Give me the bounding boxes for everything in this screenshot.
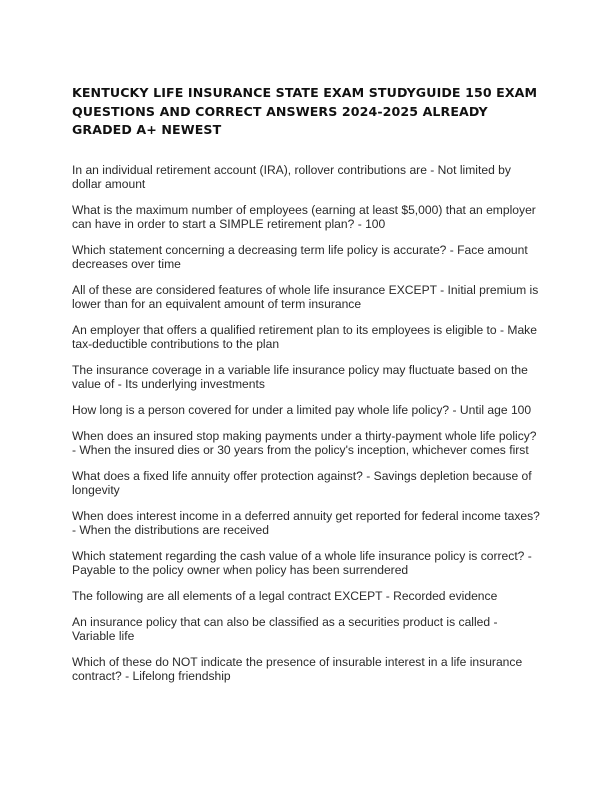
- qa-item-12: The following are all elements of a legal contract EXCEPT - Recorded evidence: [72, 589, 498, 603]
- qa-item-3: Which statement concerning a decreasing term life policy is accurate? - Face amount decreases over time: [72, 243, 528, 271]
- qa-item-7: How long is a person covered for under a limited pay whole life policy? - Until age 100: [72, 403, 532, 417]
- qa-item-4: All of these are considered features of whole life insurance EXCEPT - Initial premium is lower than for an equivalent amount of term insurance: [72, 283, 539, 311]
- qa-item-13: An insurance policy that can also be classified as a securities product is called - Variable life: [72, 615, 498, 643]
- qa-list: [72, 163, 542, 695]
- qa-item-14: Which of these do NOT indicate the presence of insurable interest in a life insurance contract? - Lifelong friendship: [72, 655, 523, 683]
- qa-item-8: When does an insured stop making payments under a thirty-payment whole life policy? - When the insured dies or 30 years from the policy's inception, whichever comes first: [72, 429, 537, 457]
- qa-item-6: The insurance coverage in a variable life insurance policy may fluctuate based on the value of - Its underlying investments: [72, 363, 528, 391]
- document-title: KENTUCKY LIFE INSURANCE STATE EXAM STUDYGUIDE 150 EXAM QUESTIONS AND CORRECT ANSWERS 2024-2025 ALREADY GRADED A+ NEWEST: [72, 85, 538, 137]
- qa-item-10: When does interest income in a deferred annuity get reported for federal income taxes? - When the distributions are received: [72, 509, 540, 537]
- qa-item-11: Which statement regarding the cash value of a whole life insurance policy is correct? - Payable to the policy owner when policy has been surrendered: [72, 549, 532, 577]
- qa-item-5: An employer that offers a qualified retirement plan to its employees is eligible to - Make tax-deductible contributions to the plan: [72, 323, 537, 351]
- qa-item-9: What does a fixed life annuity offer protection against? - Savings depletion because of longevity: [72, 469, 532, 497]
- qa-item-1: In an individual retirement account (IRA), rollover contributions are - Not limited by dollar amount: [72, 163, 511, 191]
- qa-item-2: What is the maximum number of employees (earning at least $5,000) that an employer can have in order to start a SIMPLE retirement plan? - 100: [72, 203, 536, 231]
